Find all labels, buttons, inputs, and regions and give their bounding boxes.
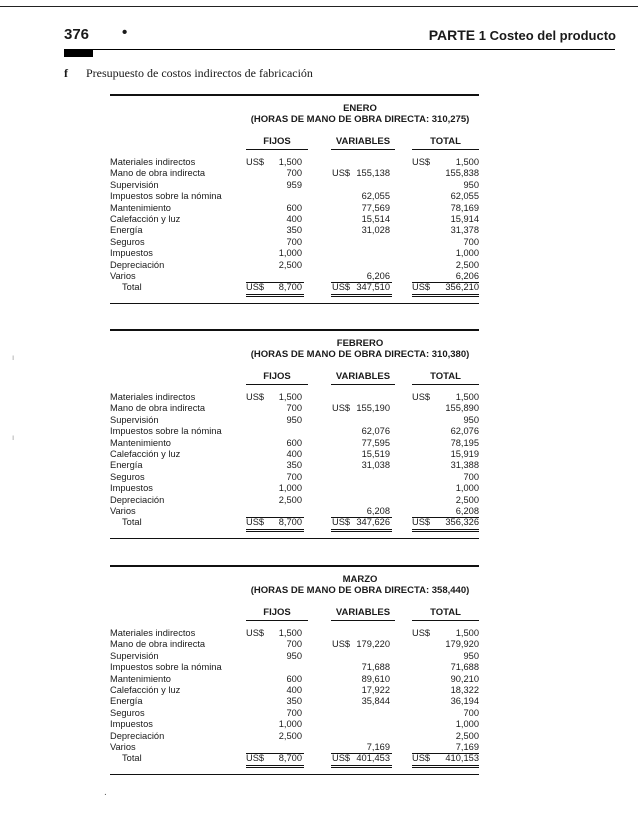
total-row (110, 517, 479, 528)
total-value: 155,890 (445, 403, 479, 414)
row-label: Mantenimiento (110, 437, 171, 448)
row-label: Energía (110, 460, 143, 471)
part-word: PARTE (428, 27, 476, 43)
total-double-underline (331, 294, 392, 297)
table-bottom-rule (110, 538, 479, 539)
column-header-underline (246, 149, 308, 150)
total-value: 1,000 (455, 719, 479, 730)
currency-symbol: US$ (332, 517, 351, 528)
fixed-value: 700 (286, 707, 302, 718)
fixed-value: 950 (286, 650, 302, 661)
running-header (64, 26, 616, 48)
column-header-total: TOTAL (430, 607, 461, 618)
currency-symbol: US$ (412, 753, 431, 764)
variable-value: 347,626 (356, 517, 390, 528)
variable-value: 62,055 (361, 191, 390, 202)
row-label: Varios (110, 506, 136, 516)
table-row (110, 449, 479, 460)
table-row (110, 685, 479, 696)
table-row (110, 415, 479, 426)
fixed-value: 700 (286, 403, 302, 414)
currency-symbol: US$ (412, 157, 431, 167)
total-value: 90,210 (450, 673, 479, 684)
fixed-value: 400 (286, 449, 302, 459)
column-header-total: TOTAL (430, 371, 461, 382)
row-label: Supervisión (110, 650, 159, 661)
row-label: Impuestos sobre la nómina (110, 191, 222, 202)
total-value: 1,000 (455, 483, 479, 494)
table-row (110, 651, 479, 662)
month-title: FEBRERO (336, 338, 384, 349)
total-row (110, 282, 479, 293)
variable-value: 7,169 (366, 742, 390, 752)
table-row (110, 472, 479, 483)
variable-value: 15,519 (361, 449, 390, 459)
fixed-value: 2,500 (278, 730, 302, 741)
budget-table-enero (110, 94, 479, 294)
row-label: Depreciación (110, 259, 165, 270)
total-value: 2,500 (455, 259, 479, 270)
variable-value: 155,190 (356, 403, 390, 414)
column-header-variable: VARIABLES (335, 371, 391, 382)
row-label: Calefacción y luz (110, 685, 181, 695)
row-label: Varios (110, 271, 136, 281)
header-rule (93, 49, 615, 50)
variable-value: 15,514 (361, 214, 390, 224)
fixed-value: 1,500 (278, 157, 302, 167)
total-value: 7,169 (455, 742, 479, 752)
page-top-rule (0, 6, 638, 7)
currency-symbol: US$ (412, 517, 431, 528)
fixed-value: 1,000 (278, 483, 302, 494)
row-label: Total (122, 753, 142, 764)
item-heading (64, 66, 313, 81)
table-row (110, 696, 479, 707)
total-value: 31,378 (450, 225, 479, 236)
table-row (110, 628, 479, 639)
column-header-fixed: FIJOS (263, 607, 291, 618)
total-value: 356,326 (445, 517, 479, 528)
row-label: Calefacción y luz (110, 449, 181, 459)
row-label: Depreciación (110, 730, 165, 741)
variable-value: 401,453 (356, 753, 390, 764)
currency-symbol: US$ (332, 403, 351, 414)
table-top-rule (110, 329, 479, 331)
currency-symbol: US$ (332, 168, 351, 179)
column-header-underline (331, 149, 395, 150)
variable-value: 31,038 (361, 460, 390, 471)
fixed-value: 600 (286, 673, 302, 684)
variable-value: 77,595 (361, 437, 390, 448)
row-label: Energía (110, 225, 143, 236)
column-header-underline (412, 149, 479, 150)
column-header-underline (246, 620, 308, 621)
variable-value: 89,610 (361, 673, 390, 684)
total-value: 6,208 (455, 506, 479, 516)
table-row (110, 403, 479, 414)
row-label: Impuestos sobre la nómina (110, 662, 222, 673)
total-value: 78,195 (450, 437, 479, 448)
item-letter: f (64, 66, 68, 80)
direct-labor-hours: (HORAS DE MANO DE OBRA DIRECTA: 358,440) (250, 585, 470, 596)
total-value: 6,206 (455, 271, 479, 281)
fixed-value: 600 (286, 437, 302, 448)
table-top-rule (110, 94, 479, 96)
currency-symbol: US$ (246, 157, 265, 167)
total-value: 15,914 (450, 214, 479, 224)
table-row (110, 708, 479, 719)
row-label: Materiales indirectos (110, 157, 196, 167)
table-row (110, 662, 479, 673)
month-title: MARZO (342, 574, 378, 585)
fixed-value: 700 (286, 639, 302, 650)
total-double-underline (412, 294, 479, 297)
fixed-value: 1,000 (278, 248, 302, 259)
row-label: Mantenimiento (110, 673, 171, 684)
variable-value: 347,510 (356, 282, 390, 293)
currency-symbol: US$ (332, 282, 351, 293)
table-bottom-rule (110, 774, 479, 775)
total-value: 700 (463, 236, 479, 247)
table-row (110, 237, 479, 248)
margin-mark: ı (12, 353, 15, 362)
fixed-value: 400 (286, 214, 302, 224)
total-double-underline (412, 765, 479, 768)
total-double-underline (412, 529, 479, 532)
row-label: Impuestos (110, 719, 153, 730)
column-header-underline (246, 384, 308, 385)
margin-mark: ı (12, 433, 15, 442)
row-label: Impuestos (110, 248, 153, 259)
direct-labor-hours: (HORAS DE MANO DE OBRA DIRECTA: 310,380) (250, 349, 470, 360)
direct-labor-hours: (HORAS DE MANO DE OBRA DIRECTA: 310,275) (250, 114, 470, 125)
table-row (110, 225, 479, 236)
variable-value: 71,688 (361, 662, 390, 673)
item-text: Presupuesto de costos indirectos de fabricación (86, 66, 313, 80)
fixed-value: 400 (286, 685, 302, 695)
column-header-underline (412, 620, 479, 621)
fixed-value: 8,700 (278, 282, 302, 293)
budget-table-febrero (110, 329, 479, 529)
footer-mark: . (104, 787, 107, 798)
total-double-underline (246, 529, 304, 532)
fixed-value: 8,700 (278, 517, 302, 528)
header-bullet: • (122, 24, 128, 41)
column-header-underline (331, 620, 395, 621)
total-value: 155,838 (445, 168, 479, 179)
table-row (110, 460, 479, 471)
table-row (110, 426, 479, 437)
currency-symbol: US$ (412, 392, 431, 402)
fixed-value: 700 (286, 471, 302, 482)
row-label: Impuestos sobre la nómina (110, 426, 222, 437)
total-value: 1,500 (455, 628, 479, 638)
table-row (110, 271, 479, 282)
total-value: 78,169 (450, 202, 479, 213)
column-header-total: TOTAL (430, 136, 461, 147)
fixed-value: 2,500 (278, 494, 302, 505)
total-value: 700 (463, 471, 479, 482)
row-label: Materiales indirectos (110, 392, 196, 402)
variable-value: 179,220 (356, 639, 390, 650)
table-row (110, 260, 479, 271)
header-black-bar (64, 49, 93, 57)
part-title-text: Costeo del producto (489, 28, 616, 43)
row-label: Energía (110, 696, 143, 707)
total-value: 2,500 (455, 730, 479, 741)
row-label: Calefacción y luz (110, 214, 181, 224)
fixed-value: 700 (286, 236, 302, 247)
row-label: Mantenimiento (110, 202, 171, 213)
fixed-value: 1,000 (278, 719, 302, 730)
table-bottom-rule (110, 303, 479, 304)
currency-symbol: US$ (246, 628, 265, 638)
row-label: Mano de obra indirecta (110, 168, 206, 179)
currency-symbol: US$ (246, 517, 265, 528)
column-header-variable: VARIABLES (335, 607, 391, 618)
row-label: Depreciación (110, 494, 165, 505)
part-number: 1 (478, 28, 486, 43)
total-value: 179,920 (445, 639, 479, 650)
page-number: 376 (64, 26, 90, 43)
table-row (110, 191, 479, 202)
total-value: 950 (463, 414, 479, 425)
total-double-underline (246, 765, 304, 768)
month-title: ENERO (343, 103, 377, 114)
row-label: Total (122, 282, 142, 293)
table-row (110, 483, 479, 494)
total-value: 1,500 (455, 157, 479, 167)
total-value: 950 (463, 179, 479, 190)
variable-value: 62,076 (361, 426, 390, 437)
currency-symbol: US$ (332, 753, 351, 764)
fixed-value: 950 (286, 414, 302, 425)
table-row (110, 157, 479, 168)
row-label: Seguros (110, 471, 145, 482)
fixed-value: 700 (286, 168, 302, 179)
row-label: Impuestos (110, 483, 153, 494)
row-label: Materiales indirectos (110, 628, 196, 638)
variable-value: 6,206 (366, 271, 390, 281)
variable-value: 155,138 (356, 168, 390, 179)
column-header-underline (412, 384, 479, 385)
row-label: Seguros (110, 236, 145, 247)
fixed-value: 2,500 (278, 259, 302, 270)
fixed-value: 350 (286, 225, 302, 236)
total-value: 62,055 (450, 191, 479, 202)
total-value: 2,500 (455, 494, 479, 505)
currency-symbol: US$ (246, 392, 265, 402)
total-double-underline (246, 294, 304, 297)
total-value: 1,500 (455, 392, 479, 402)
column-header-fixed: FIJOS (263, 136, 291, 147)
fixed-value: 1,500 (278, 628, 302, 638)
table-row (110, 639, 479, 650)
total-double-underline (331, 765, 392, 768)
currency-symbol: US$ (412, 282, 431, 293)
total-value: 36,194 (450, 696, 479, 707)
total-value: 15,919 (450, 449, 479, 459)
currency-symbol: US$ (246, 753, 265, 764)
total-value: 356,210 (445, 282, 479, 293)
variable-value: 6,208 (366, 506, 390, 516)
fixed-value: 350 (286, 460, 302, 471)
table-row (110, 248, 479, 259)
fixed-value: 1,500 (278, 392, 302, 402)
currency-symbol: US$ (412, 628, 431, 638)
table-row (110, 719, 479, 730)
column-header-underline (331, 384, 395, 385)
total-value: 1,000 (455, 248, 479, 259)
column-header-fixed: FIJOS (263, 371, 291, 382)
part-title (429, 27, 616, 43)
total-value: 31,388 (450, 460, 479, 471)
fixed-value: 600 (286, 202, 302, 213)
total-value: 71,688 (450, 662, 479, 673)
row-label: Seguros (110, 707, 145, 718)
variable-value: 17,922 (361, 685, 390, 695)
table-row (110, 438, 479, 449)
table-top-rule (110, 565, 479, 567)
table-row (110, 214, 479, 225)
total-row (110, 753, 479, 764)
variable-value: 35,844 (361, 696, 390, 707)
table-row (110, 742, 479, 753)
table-row (110, 674, 479, 685)
total-value: 950 (463, 650, 479, 661)
table-row (110, 168, 479, 179)
table-row (110, 495, 479, 506)
row-label: Mano de obra indirecta (110, 403, 206, 414)
table-row (110, 180, 479, 191)
budget-table-marzo (110, 565, 479, 765)
currency-symbol: US$ (246, 282, 265, 293)
row-label: Varios (110, 742, 136, 752)
fixed-value: 350 (286, 696, 302, 707)
table-row (110, 203, 479, 214)
table-row (110, 506, 479, 517)
fixed-value: 8,700 (278, 753, 302, 764)
variable-value: 77,569 (361, 202, 390, 213)
total-double-underline (331, 529, 392, 532)
total-value: 410,153 (445, 753, 479, 764)
row-label: Mano de obra indirecta (110, 639, 206, 650)
table-row (110, 731, 479, 742)
variable-value: 31,028 (361, 225, 390, 236)
row-label: Total (122, 517, 142, 528)
total-value: 62,076 (450, 426, 479, 437)
currency-symbol: US$ (332, 639, 351, 650)
total-value: 700 (463, 707, 479, 718)
table-row (110, 392, 479, 403)
total-value: 18,322 (450, 685, 479, 695)
row-label: Supervisión (110, 414, 159, 425)
column-header-variable: VARIABLES (335, 136, 391, 147)
fixed-value: 959 (286, 179, 302, 190)
row-label: Supervisión (110, 179, 159, 190)
